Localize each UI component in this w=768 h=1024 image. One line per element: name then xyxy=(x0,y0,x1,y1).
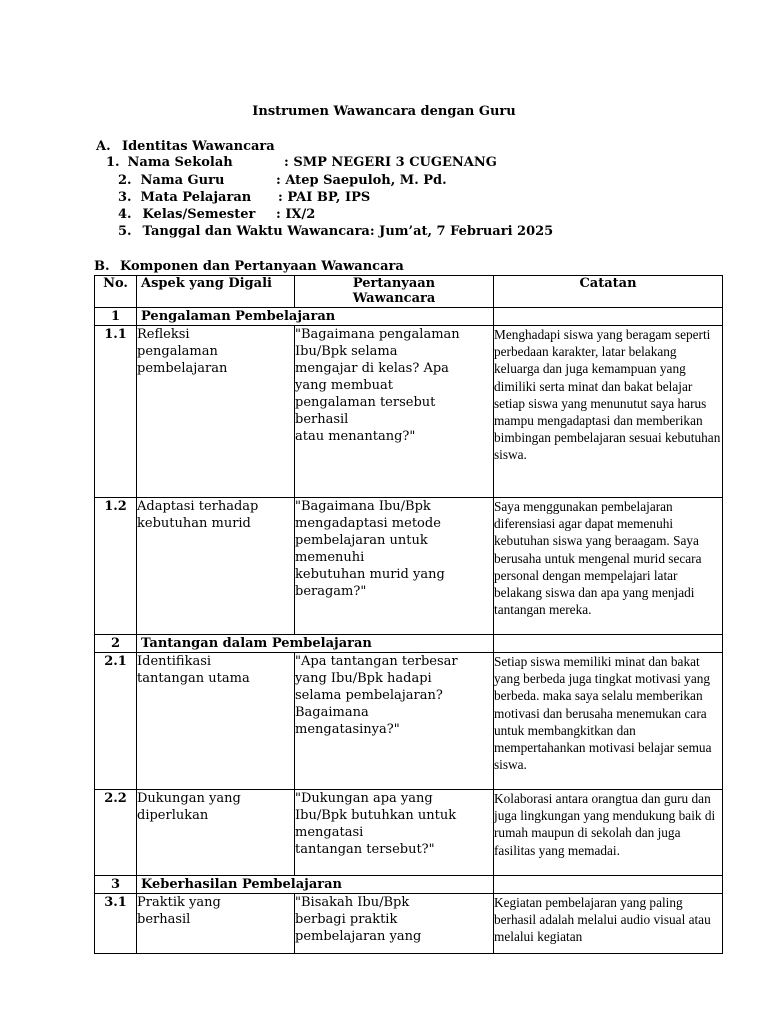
section-empty-cell xyxy=(494,635,723,653)
row-catatan: Menghadapi siswa yang beragam seperti perbedaan karakter, latar belakang keluarga dan juga kemampuan yang dimiliki serta minat dan bakat belajar setiap siswa yang menunutut saya harus mampu mengadaptasi dan memberikan bimbingan pembelajaran sesuai kebutuhan siswa. xyxy=(494,326,723,498)
section-name: Keberhasilan Pembelajaran xyxy=(137,876,494,894)
row-pertanyaan: "Apa tantangan terbesar yang Ibu/Bpk hadapi selama pembelajaran? Bagaimana mengatasinya?" xyxy=(295,653,494,790)
row-catatan: Kegiatan pembelajaran yang paling berhasil adalah melalui audio visual atau melalui kegiatan xyxy=(494,894,723,954)
interview-table xyxy=(94,275,723,954)
row-aspek: Refleksi pengalaman pembelajaran xyxy=(137,326,295,498)
row-number: 3.1 xyxy=(95,894,137,954)
identity-item-school xyxy=(106,155,726,170)
identity-item-number: 1. xyxy=(106,155,120,170)
section-number: 3 xyxy=(95,876,137,894)
identity-item-label: Kelas/Semester xyxy=(142,207,256,222)
identity-item-teacher xyxy=(118,173,728,188)
section-number: 2 xyxy=(95,635,137,653)
document-title: Instrumen Wawancara dengan Guru xyxy=(252,104,516,119)
identity-item-value: : Atep Saepuloh, M. Pd. xyxy=(276,173,447,188)
identity-item-number: 2. xyxy=(118,173,132,188)
row-pertanyaan: "Bagaimana pengalaman Ibu/Bpk selama mengajar di kelas? Apa yang membuat pengalaman tersebut berhasil atau menantang?" xyxy=(295,326,494,498)
identity-item-label: Tanggal dan Waktu Wawancara xyxy=(142,224,370,239)
row-catatan: Saya menggunakan pembelajaran diferensiasi agar dapat memenuhi kebutuhan siswa yang beraagam. Saya berusaha untuk mengenal murid secara personal dengan mempelajari latar belakang siswa dan apa yang menjadi tantangan mereka. xyxy=(494,498,723,635)
identity-item-subject xyxy=(118,190,728,205)
identity-item-value: : SMP NEGERI 3 CUGENANG xyxy=(284,155,497,170)
table-header-row xyxy=(95,276,723,308)
section-a-letter: A. xyxy=(96,139,111,154)
identity-item-number: 3. xyxy=(118,190,132,205)
row-pertanyaan: "Dukungan apa yang Ibu/Bpk butuhkan untuk mengatasi tantangan tersebut?" xyxy=(295,790,494,876)
section-a-heading xyxy=(96,139,275,154)
section-empty-cell xyxy=(494,876,723,894)
section-name: Tantangan dalam Pembelajaran xyxy=(137,635,494,653)
header-no: No. xyxy=(95,276,137,308)
identity-item-label: Nama Sekolah xyxy=(127,155,233,170)
table-section-row xyxy=(95,635,723,653)
identity-item-value: : IX/2 xyxy=(276,207,316,222)
row-aspek: Praktik yang berhasil xyxy=(137,894,295,954)
row-pertanyaan: "Bisakah Ibu/Bpk berbagi praktik pembelajaran yang xyxy=(295,894,494,954)
row-aspek: Identifikasi tantangan utama xyxy=(137,653,295,790)
row-number: 2.2 xyxy=(95,790,137,876)
identity-item-number: 4. xyxy=(118,207,132,222)
section-a-title: Identitas Wawancara xyxy=(122,139,275,154)
row-aspek: Adaptasi terhadap kebutuhan murid xyxy=(137,498,295,635)
identity-item-label: Nama Guru xyxy=(140,173,225,188)
table-row xyxy=(95,653,723,790)
identity-item-date xyxy=(118,224,728,239)
identity-item-label: Mata Pelajaran xyxy=(140,190,252,205)
table-section-row xyxy=(95,308,723,326)
section-b-letter: B. xyxy=(94,259,110,274)
row-number: 1.2 xyxy=(95,498,137,635)
identity-item-value: : Jum’at, 7 Februari 2025 xyxy=(369,224,554,239)
identity-item-value: : PAI BP, IPS xyxy=(278,190,371,205)
section-empty-cell xyxy=(494,308,723,326)
row-catatan: Kolaborasi antara orangtua dan guru dan juga lingkungan yang mendukung baik di rumah maupun di sekolah dan juga fasilitas yang memadai. xyxy=(494,790,723,876)
row-number: 1.1 xyxy=(95,326,137,498)
section-number: 1 xyxy=(95,308,137,326)
header-catatan: Catatan xyxy=(494,276,723,308)
section-b-heading xyxy=(94,259,404,274)
table-row xyxy=(95,790,723,876)
table-row xyxy=(95,498,723,635)
header-aspek: Aspek yang Digali xyxy=(137,276,295,308)
section-name: Pengalaman Pembelajaran xyxy=(137,308,494,326)
identity-item-class xyxy=(118,207,728,222)
header-pertanyaan: Pertanyaan Wawancara xyxy=(295,276,494,308)
row-pertanyaan: "Bagaimana Ibu/Bpk mengadaptasi metode pembelajaran untuk memenuhi kebutuhan murid yang beragam?" xyxy=(295,498,494,635)
identity-item-number: 5. xyxy=(118,224,132,239)
row-number: 2.1 xyxy=(95,653,137,790)
table-row xyxy=(95,326,723,498)
row-catatan: Setiap siswa memiliki minat dan bakat yang berbeda juga tingkat motivasi yang berbeda. maka saya selalu memberikan motivasi dan berusaha menemukan cara untuk membangkitkan dan mempertahankan motivasi belajar semua siswa. xyxy=(494,653,723,790)
row-aspek: Dukungan yang diperlukan xyxy=(137,790,295,876)
table-row xyxy=(95,894,723,954)
section-b-title: Komponen dan Pertanyaan Wawancara xyxy=(120,259,404,274)
table-section-row xyxy=(95,876,723,894)
